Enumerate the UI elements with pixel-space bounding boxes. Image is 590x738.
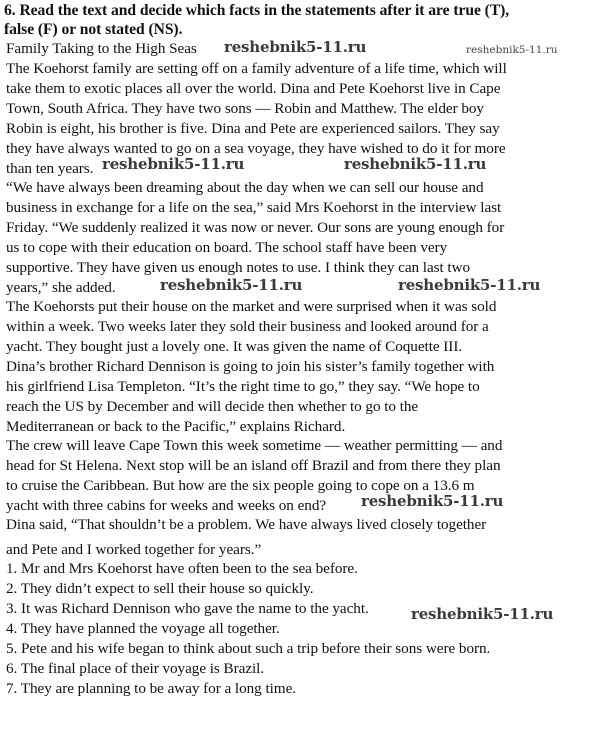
- text-line: yacht with three cabins for weeks and weeks on end?: [6, 497, 327, 514]
- text-line: Dina said, “That shouldn’t be a problem. We have always lived closely together: [6, 516, 487, 533]
- watermark: reshebnik5-11.ru: [160, 276, 303, 294]
- text-line: us to cope with their education on board. The school staff have been very: [6, 239, 448, 256]
- text-line: head for St Helena. Next stop will be an island off Brazil and from there they plan: [6, 457, 501, 474]
- statement-item: 1. Mr and Mrs Koehorst have often been to the sea before.: [6, 560, 358, 577]
- statement-item: 7. They are planning to be away for a long time.: [6, 680, 297, 697]
- text-line: The Koehorst family are setting off on a family adventure of a life time, which will: [6, 60, 507, 77]
- task-heading-line-1: 6. Read the text and decide which facts in the statements after it are true (T),: [4, 2, 510, 19]
- task-heading-line-2: false (F) or not stated (NS).: [4, 21, 183, 38]
- text-line: his girlfriend Lisa Templeton. “It’s the right time to go,” they say. “We hope to: [6, 378, 480, 395]
- text-line: supportive. They have given us enough notes to use. I think they can last two: [6, 259, 471, 276]
- watermark: reshebnik5-11.ru: [102, 155, 245, 173]
- statement-item: 6. The final place of their voyage is Brazil.: [6, 660, 265, 677]
- statement-item: 5. Pete and his wife began to think about such a trip before their sons were born.: [6, 640, 491, 657]
- text-line: years,” she added.: [6, 279, 116, 296]
- article-title: Family Taking to the High Seas: [6, 40, 197, 57]
- statement-item: 3. It was Richard Dennison who gave the name to the yacht.: [6, 600, 369, 617]
- text-line: Robin is eight, his brother is five. Dina and Pete are experienced sailors. They say: [6, 120, 500, 137]
- text-line: Town, South Africa. They have two sons — Robin and Matthew. The elder boy: [6, 100, 484, 117]
- statement-item: 2. They didn’t expect to sell their house so quickly.: [6, 580, 314, 597]
- watermark: reshebnik5-11.ru: [411, 605, 554, 623]
- text-line: reach the US by December and will decide then whether to go to the: [6, 398, 419, 415]
- statement-item: 4. They have planned the voyage all together.: [6, 620, 280, 637]
- text-line: take them to exotic places all over the world. Dina and Pete Koehorst live in Cape: [6, 80, 501, 97]
- text-line: The Koehorsts put their house on the market and were surprised when it was sold: [6, 298, 497, 315]
- watermark: reshebnik5-11.ru: [344, 155, 487, 173]
- text-line: and Pete and I worked together for years.”: [6, 541, 262, 558]
- watermark: reshebnik5-11.ru: [224, 38, 367, 56]
- text-line: “We have always been dreaming about the day when we can sell our house and: [6, 179, 484, 196]
- text-line: they have always wanted to go on a sea voyage, they have wished to do it for more: [6, 140, 506, 157]
- watermark: reshebnik5-11.ru: [398, 276, 541, 294]
- text-line: The crew will leave Cape Town this week sometime — weather permitting — and: [6, 437, 503, 454]
- text-line: Dina’s brother Richard Dennison is going to join his sister’s family together with: [6, 358, 495, 375]
- watermark-small: reshebnik5-11.ru: [466, 44, 558, 56]
- text-line: business in exchange for a life on the sea,” said Mrs Koehorst in the interview last: [6, 199, 502, 216]
- text-line: to cruise the Caribbean. But how are the six people going to cope on a 13.6 m: [6, 477, 475, 494]
- text-line: Friday. “We suddenly realized it was now or never. Our sons are young enough for: [6, 219, 505, 236]
- text-line: Mediterranean or back to the Pacific,” explains Richard.: [6, 418, 346, 435]
- watermark: reshebnik5-11.ru: [361, 492, 504, 510]
- text-line: than ten years.: [6, 160, 94, 177]
- text-line: within a week. Two weeks later they sold their business and looked around for a: [6, 318, 489, 335]
- text-line: yacht. They bought just a lovely one. It was given the name of Coquette III.: [6, 338, 463, 355]
